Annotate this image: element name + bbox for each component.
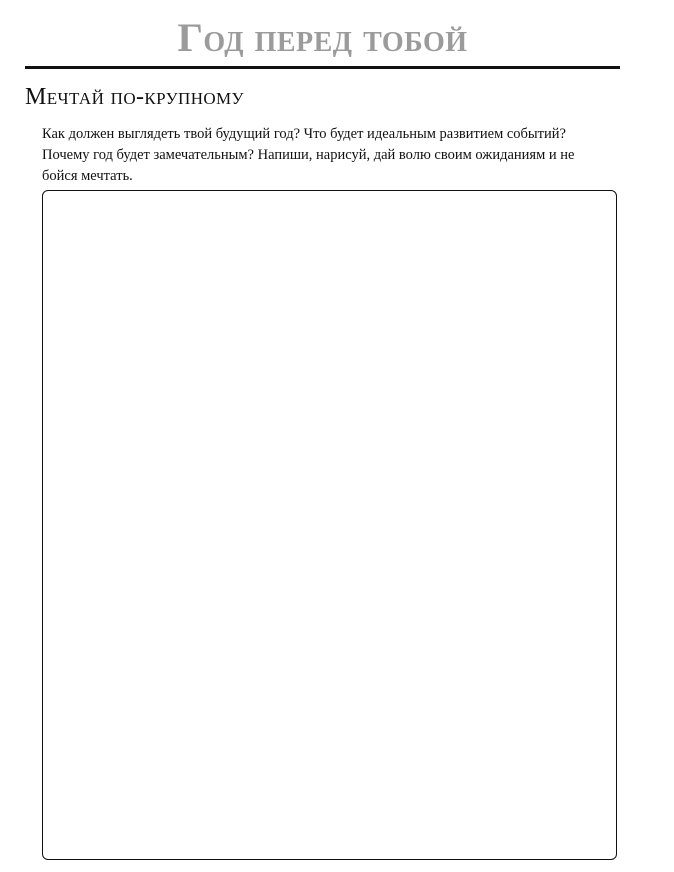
prompt-line: Почему год будет замечательным? Напиши, нарисуй, дай волю своим ожиданиям и не bbox=[42, 147, 575, 163]
prompt-text bbox=[42, 124, 632, 187]
drawing-writing-area[interactable] bbox=[42, 190, 617, 860]
page-title: Год перед тобой bbox=[177, 15, 468, 60]
title-divider bbox=[25, 66, 620, 69]
prompt-line: Как должен выглядеть твой будущий год? Что будет идеальным развитием событий? bbox=[42, 126, 566, 142]
section-heading: Мечтай по-крупному bbox=[25, 84, 244, 110]
prompt-line: бойся мечтать. bbox=[42, 168, 133, 184]
